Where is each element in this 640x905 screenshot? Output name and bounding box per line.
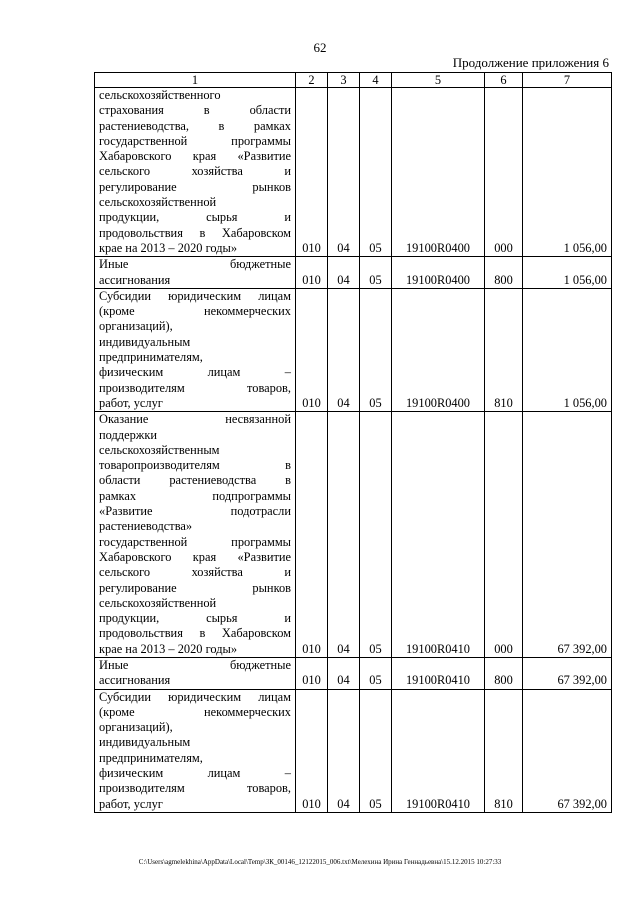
header-cell-3: 3 xyxy=(328,73,360,88)
description-line: крае на 2013 – 2020 годы» xyxy=(99,240,238,255)
description-line: физическим лицам – xyxy=(99,766,291,781)
description-line: Субсидии юридическим лицам xyxy=(99,689,291,704)
description-line: сельского хозяйства и xyxy=(99,164,291,179)
cell-ministry-code: 010 xyxy=(296,689,328,812)
cell-amount: 1 056,00 xyxy=(523,257,612,289)
description-line: Хабаровского края «Развитие xyxy=(99,549,291,564)
cell-target-article: 19100R0400 xyxy=(392,288,485,411)
description-line: работ, услуг xyxy=(99,796,163,811)
description-line: (кроме некоммерческих xyxy=(99,304,291,319)
table-row xyxy=(95,412,612,658)
cell-target-article: 19100R0400 xyxy=(392,88,485,257)
description-line: предпринимателям, xyxy=(99,350,203,365)
table-row xyxy=(95,288,612,411)
table-row xyxy=(95,657,612,689)
row-description xyxy=(95,657,296,689)
cell-expense-type: 000 xyxy=(485,88,523,257)
description-line: производителям товаров, xyxy=(99,781,291,796)
header-row xyxy=(95,73,612,88)
cell-ministry-code: 010 xyxy=(296,412,328,658)
cell-subsection-code: 05 xyxy=(360,657,392,689)
description-line: области растениеводства в xyxy=(99,473,291,488)
description-line: Иные бюджетные xyxy=(99,657,291,672)
table-row xyxy=(95,257,612,289)
description-line: государственной программы xyxy=(99,133,291,148)
description-line: «Развитие подотрасли xyxy=(99,504,291,519)
table-row xyxy=(95,88,612,257)
description-line: крае на 2013 – 2020 годы» xyxy=(99,641,238,656)
cell-amount: 67 392,00 xyxy=(523,657,612,689)
description-line: физическим лицам – xyxy=(99,365,291,380)
description-line: регулирование рынков xyxy=(99,179,291,194)
description-line: ассигнования xyxy=(99,272,171,287)
description-line: ассигнования xyxy=(99,673,171,688)
cell-amount: 1 056,00 xyxy=(523,288,612,411)
cell-expense-type: 810 xyxy=(485,288,523,411)
cell-subsection-code: 05 xyxy=(360,88,392,257)
header-cell-7: 7 xyxy=(523,73,612,88)
description-line: продукции, сырья и xyxy=(99,210,291,225)
continuation-heading: Продолжение приложения 6 xyxy=(452,55,609,70)
table-row xyxy=(95,689,612,812)
description-line: Субсидии юридическим лицам xyxy=(99,288,291,303)
description-line: (кроме некоммерческих xyxy=(99,704,291,719)
description-line: сельскохозяйственной xyxy=(99,595,217,610)
cell-amount: 67 392,00 xyxy=(523,689,612,812)
description-line: предпринимателям, xyxy=(99,750,203,765)
cell-ministry-code: 010 xyxy=(296,657,328,689)
description-line: продовольствия в Хабаровском xyxy=(99,626,291,641)
cell-target-article: 19100R0410 xyxy=(392,689,485,812)
cell-ministry-code: 010 xyxy=(296,257,328,289)
cell-subsection-code: 05 xyxy=(360,412,392,658)
cell-expense-type: 800 xyxy=(485,657,523,689)
header-cell-4: 4 xyxy=(360,73,392,88)
cell-subsection-code: 05 xyxy=(360,689,392,812)
cell-target-article: 19100R0410 xyxy=(392,412,485,658)
description-line: организаций), xyxy=(99,720,173,735)
cell-section-code: 04 xyxy=(328,412,360,658)
cell-section-code: 04 xyxy=(328,689,360,812)
description-line: организаций), xyxy=(99,319,173,334)
cell-ministry-code: 010 xyxy=(296,88,328,257)
description-line: продовольствия в Хабаровском xyxy=(99,225,291,240)
description-line: поддержки xyxy=(99,427,157,442)
row-description xyxy=(95,689,296,812)
cell-expense-type: 810 xyxy=(485,689,523,812)
cell-ministry-code: 010 xyxy=(296,288,328,411)
row-description xyxy=(95,412,296,658)
description-line: сельскохозяйственным xyxy=(99,442,220,457)
header-cell-5: 5 xyxy=(392,73,485,88)
description-line: сельского хозяйства и xyxy=(99,565,291,580)
cell-section-code: 04 xyxy=(328,288,360,411)
description-line: регулирование рынков xyxy=(99,580,291,595)
row-description xyxy=(95,88,296,257)
cell-section-code: 04 xyxy=(328,657,360,689)
description-line: производителям товаров, xyxy=(99,380,291,395)
header-cell-1: 1 xyxy=(95,73,296,88)
cell-section-code: 04 xyxy=(328,88,360,257)
description-line: государственной программы xyxy=(99,534,291,549)
cell-amount: 67 392,00 xyxy=(523,412,612,658)
cell-section-code: 04 xyxy=(328,257,360,289)
cell-expense-type: 000 xyxy=(485,412,523,658)
cell-subsection-code: 05 xyxy=(360,288,392,411)
table-body xyxy=(95,73,612,813)
header-cell-6: 6 xyxy=(485,73,523,88)
header-cell-2: 2 xyxy=(296,73,328,88)
description-line: сельскохозяйственной xyxy=(99,195,217,210)
description-line: работ, услуг xyxy=(99,395,163,410)
cell-target-article: 19100R0400 xyxy=(392,257,485,289)
row-description xyxy=(95,288,296,411)
description-line: рамках подпрограммы xyxy=(99,488,291,503)
footer-file-path: C:\Users\agmelekhina\AppData\Local\Temp\ЗК_00146_12122015_006.txt\Мелехина Ирина Геннадьевна\15.12.2015 10:27:33 xyxy=(138,858,502,866)
budget-table xyxy=(94,72,612,813)
description-line: продукции, сырья и xyxy=(99,611,291,626)
description-line: индивидуальным xyxy=(99,334,191,349)
description-line: растениеводства, в рамках xyxy=(99,118,291,133)
description-line: сельскохозяйственного xyxy=(99,88,221,102)
description-line: Оказание несвязанной xyxy=(99,412,291,427)
description-line: растениеводства» xyxy=(99,519,193,534)
cell-target-article: 19100R0410 xyxy=(392,657,485,689)
cell-expense-type: 800 xyxy=(485,257,523,289)
row-description xyxy=(95,257,296,289)
description-line: Иные бюджетные xyxy=(99,257,291,272)
description-line: Хабаровского края «Развитие xyxy=(99,149,291,164)
description-line: индивидуальным xyxy=(99,735,191,750)
cell-subsection-code: 05 xyxy=(360,257,392,289)
description-line: товаропроизводителям в xyxy=(99,458,291,473)
page-number: 62 xyxy=(313,40,327,55)
cell-amount: 1 056,00 xyxy=(523,88,612,257)
description-line: страхования в области xyxy=(99,103,291,118)
